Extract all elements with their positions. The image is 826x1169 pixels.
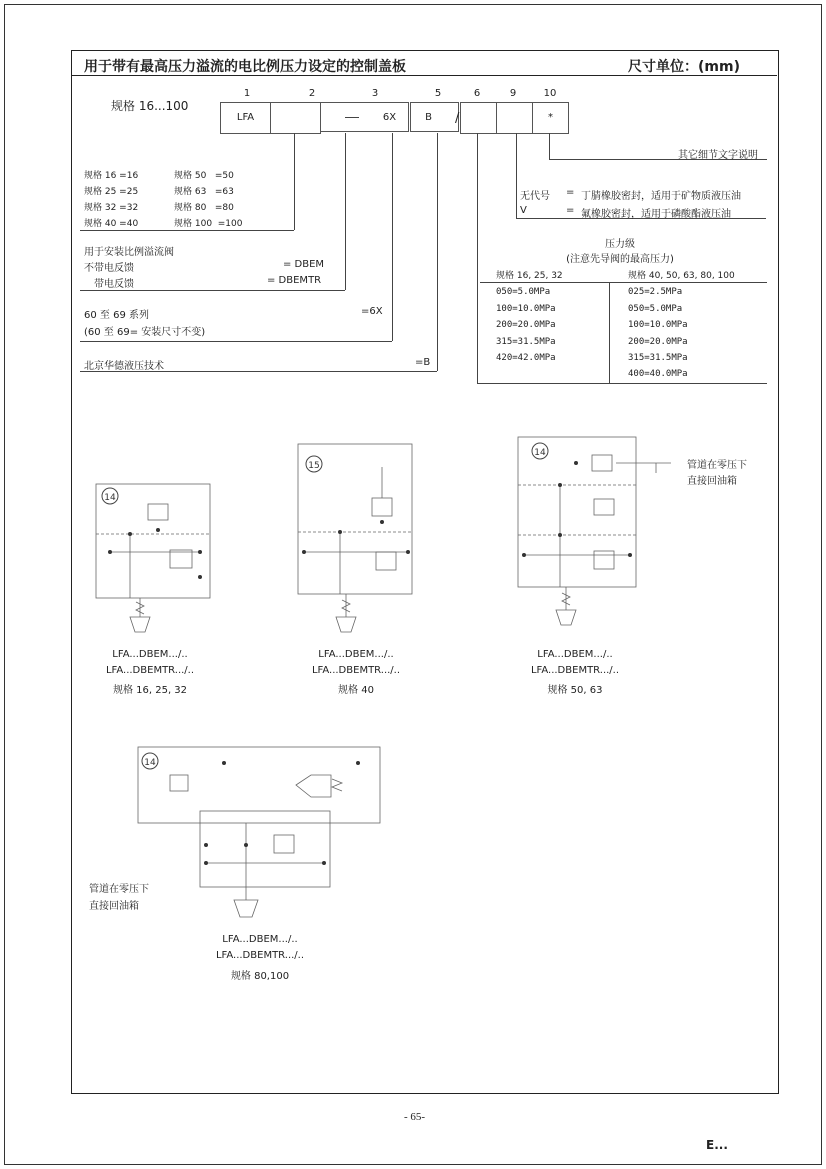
diagram-2-caption-2: LFA...DBEMTR.../..	[311, 665, 401, 676]
hydraulic-diagram-1	[90, 482, 220, 642]
seal-text-v: 氟橡胶密封，适用于磷酸酯液压油	[581, 209, 731, 220]
pressure-c2-2: 100=10.0MPa	[628, 320, 688, 330]
valve-with-feedback-code: = DBEMTR	[267, 275, 322, 286]
pressure-c1-0: 050=5.0MPa	[496, 287, 551, 297]
code-cell-b: B	[410, 102, 459, 132]
size-100: 规格 100 =100	[174, 219, 243, 229]
valve-no-feedback: 不带电反馈	[84, 263, 134, 274]
leader-line	[477, 133, 478, 383]
diagram-4-caption-3: 规格 80,100	[230, 971, 290, 982]
series-code: =6X	[361, 306, 383, 317]
diagram-1-number: 14	[104, 493, 116, 503]
diagram-2-caption-3: 规格 40	[338, 685, 374, 696]
seal-code-nbr: 无代号	[520, 191, 550, 202]
pressure-c1-3: 315=31.5MPa	[496, 337, 556, 347]
slash-marker	[345, 117, 359, 118]
leader-line	[477, 383, 767, 384]
pressure-c1-2: 200=20.0MPa	[496, 320, 556, 330]
pipe-note-1-line2: 直接回油箱	[687, 476, 737, 487]
slash-marker-b: /	[455, 111, 460, 126]
diagram-1-caption-3: 规格 16, 25, 32	[112, 685, 188, 696]
size-50: 规格 50 =50	[174, 171, 234, 181]
leader-line	[516, 133, 517, 218]
diagram-1-caption-1: LFA...DBEM.../..	[112, 649, 188, 660]
pipe-note-2-line2: 直接回油箱	[89, 901, 139, 912]
diagram-2-number: 15	[308, 461, 320, 471]
pos-3: 3	[371, 88, 379, 99]
pipe-note-1-line1: 管道在零压下	[687, 460, 747, 471]
diagram-4-caption-1: LFA...DBEM.../..	[222, 934, 298, 945]
size-63: 规格 63 =63	[174, 187, 234, 197]
seal-eq-nbr: =	[566, 187, 575, 198]
seal-code-v: V	[520, 205, 527, 216]
pressure-title: 压力级	[605, 239, 635, 250]
pos-1: 1	[243, 88, 251, 99]
pos-10: 10	[543, 88, 557, 99]
pressure-col1-head: 规格 16, 25, 32	[496, 271, 563, 281]
code-cell-9	[496, 102, 533, 134]
pressure-subtitle: (注意先导阀的最高压力)	[566, 254, 674, 265]
page-number: - 65-	[404, 1111, 426, 1123]
maker-code: =B	[415, 357, 431, 368]
series-line2: (60 至 69= 安装尺寸不变)	[84, 327, 206, 338]
leader-line	[345, 133, 346, 290]
type-code-label: 规格 16...100	[111, 99, 189, 113]
leader-line	[549, 133, 550, 159]
diagram-2-caption-1: LFA...DBEM.../..	[318, 649, 394, 660]
size-32: 规格 32 =32	[84, 203, 139, 213]
valve-with-feedback: 带电反馈	[94, 279, 134, 290]
size-25: 规格 25 =25	[84, 187, 139, 197]
valve-no-feedback-code: = DBEM	[283, 259, 325, 270]
code-cell-lfa: LFA	[220, 102, 271, 134]
diagram-4-number: 14	[144, 758, 156, 768]
hydraulic-diagram-3	[516, 435, 686, 645]
pressure-c1-1: 100=10.0MPa	[496, 304, 556, 314]
leader-line	[80, 290, 345, 291]
diagram-4-caption-2: LFA...DBEMTR.../..	[215, 950, 305, 961]
pipe-note-2-line1: 管道在零压下	[89, 884, 149, 895]
leader-line	[437, 133, 438, 371]
maker-name: 北京华德液压技术	[84, 361, 164, 372]
leader-line	[294, 133, 295, 230]
code-cell-10: *	[532, 102, 569, 134]
code-cell-6x: 6X	[320, 102, 409, 132]
size-80: 规格 80 =80	[174, 203, 234, 213]
valve-heading: 用于安装比例溢流阀	[84, 247, 174, 258]
leader-line	[392, 133, 393, 341]
diagram-1-caption-2: LFA...DBEMTR.../..	[105, 665, 195, 676]
diagram-3-caption-1: LFA...DBEM.../..	[537, 649, 613, 660]
pressure-c2-4: 315=31.5MPa	[628, 353, 688, 363]
pressure-c2-1: 050=5.0MPa	[628, 304, 683, 314]
leader-line	[80, 341, 392, 342]
size-40: 规格 40 =40	[84, 219, 139, 229]
pressure-head-rule	[480, 282, 767, 283]
code-cell-2	[270, 102, 321, 134]
pos-2: 2	[308, 88, 316, 99]
leader-line	[80, 230, 294, 231]
seal-text-nbr: 丁腈橡胶密封，适用于矿物质液压油	[581, 191, 741, 202]
pos-5: 5	[434, 88, 442, 99]
size-16: 规格 16 =16	[84, 171, 139, 181]
pressure-c2-5: 400=40.0MPa	[628, 369, 688, 379]
corner-mark: E...	[706, 1138, 728, 1152]
pressure-col-divider	[609, 282, 610, 383]
diagram-3-caption-3: 规格 50, 63	[547, 685, 603, 696]
pressure-c2-0: 025=2.5MPa	[628, 287, 683, 297]
diagram-3-caption-2: LFA...DBEMTR.../..	[530, 665, 620, 676]
code-cell-6	[460, 102, 497, 134]
diagram-3-number: 14	[534, 448, 546, 458]
series-line1: 60 至 69 系列	[84, 310, 149, 321]
pos-9: 9	[509, 88, 517, 99]
page-title: 用于带有最高压力溢流的电比例压力设定的控制盖板	[84, 59, 406, 75]
pressure-col2-head: 规格 40, 50, 63, 80, 100	[628, 271, 735, 281]
pressure-c2-3: 200=20.0MPa	[628, 337, 688, 347]
pos-6: 6	[473, 88, 481, 99]
other-details: 其它细节文字说明	[678, 150, 758, 161]
hydraulic-diagram-4	[136, 745, 386, 925]
seal-eq-v: =	[566, 205, 575, 216]
unit-label: 尺寸单位：(mm)	[628, 59, 740, 75]
hydraulic-diagram-2	[296, 442, 416, 642]
pressure-c1-4: 420=42.0MPa	[496, 353, 556, 363]
